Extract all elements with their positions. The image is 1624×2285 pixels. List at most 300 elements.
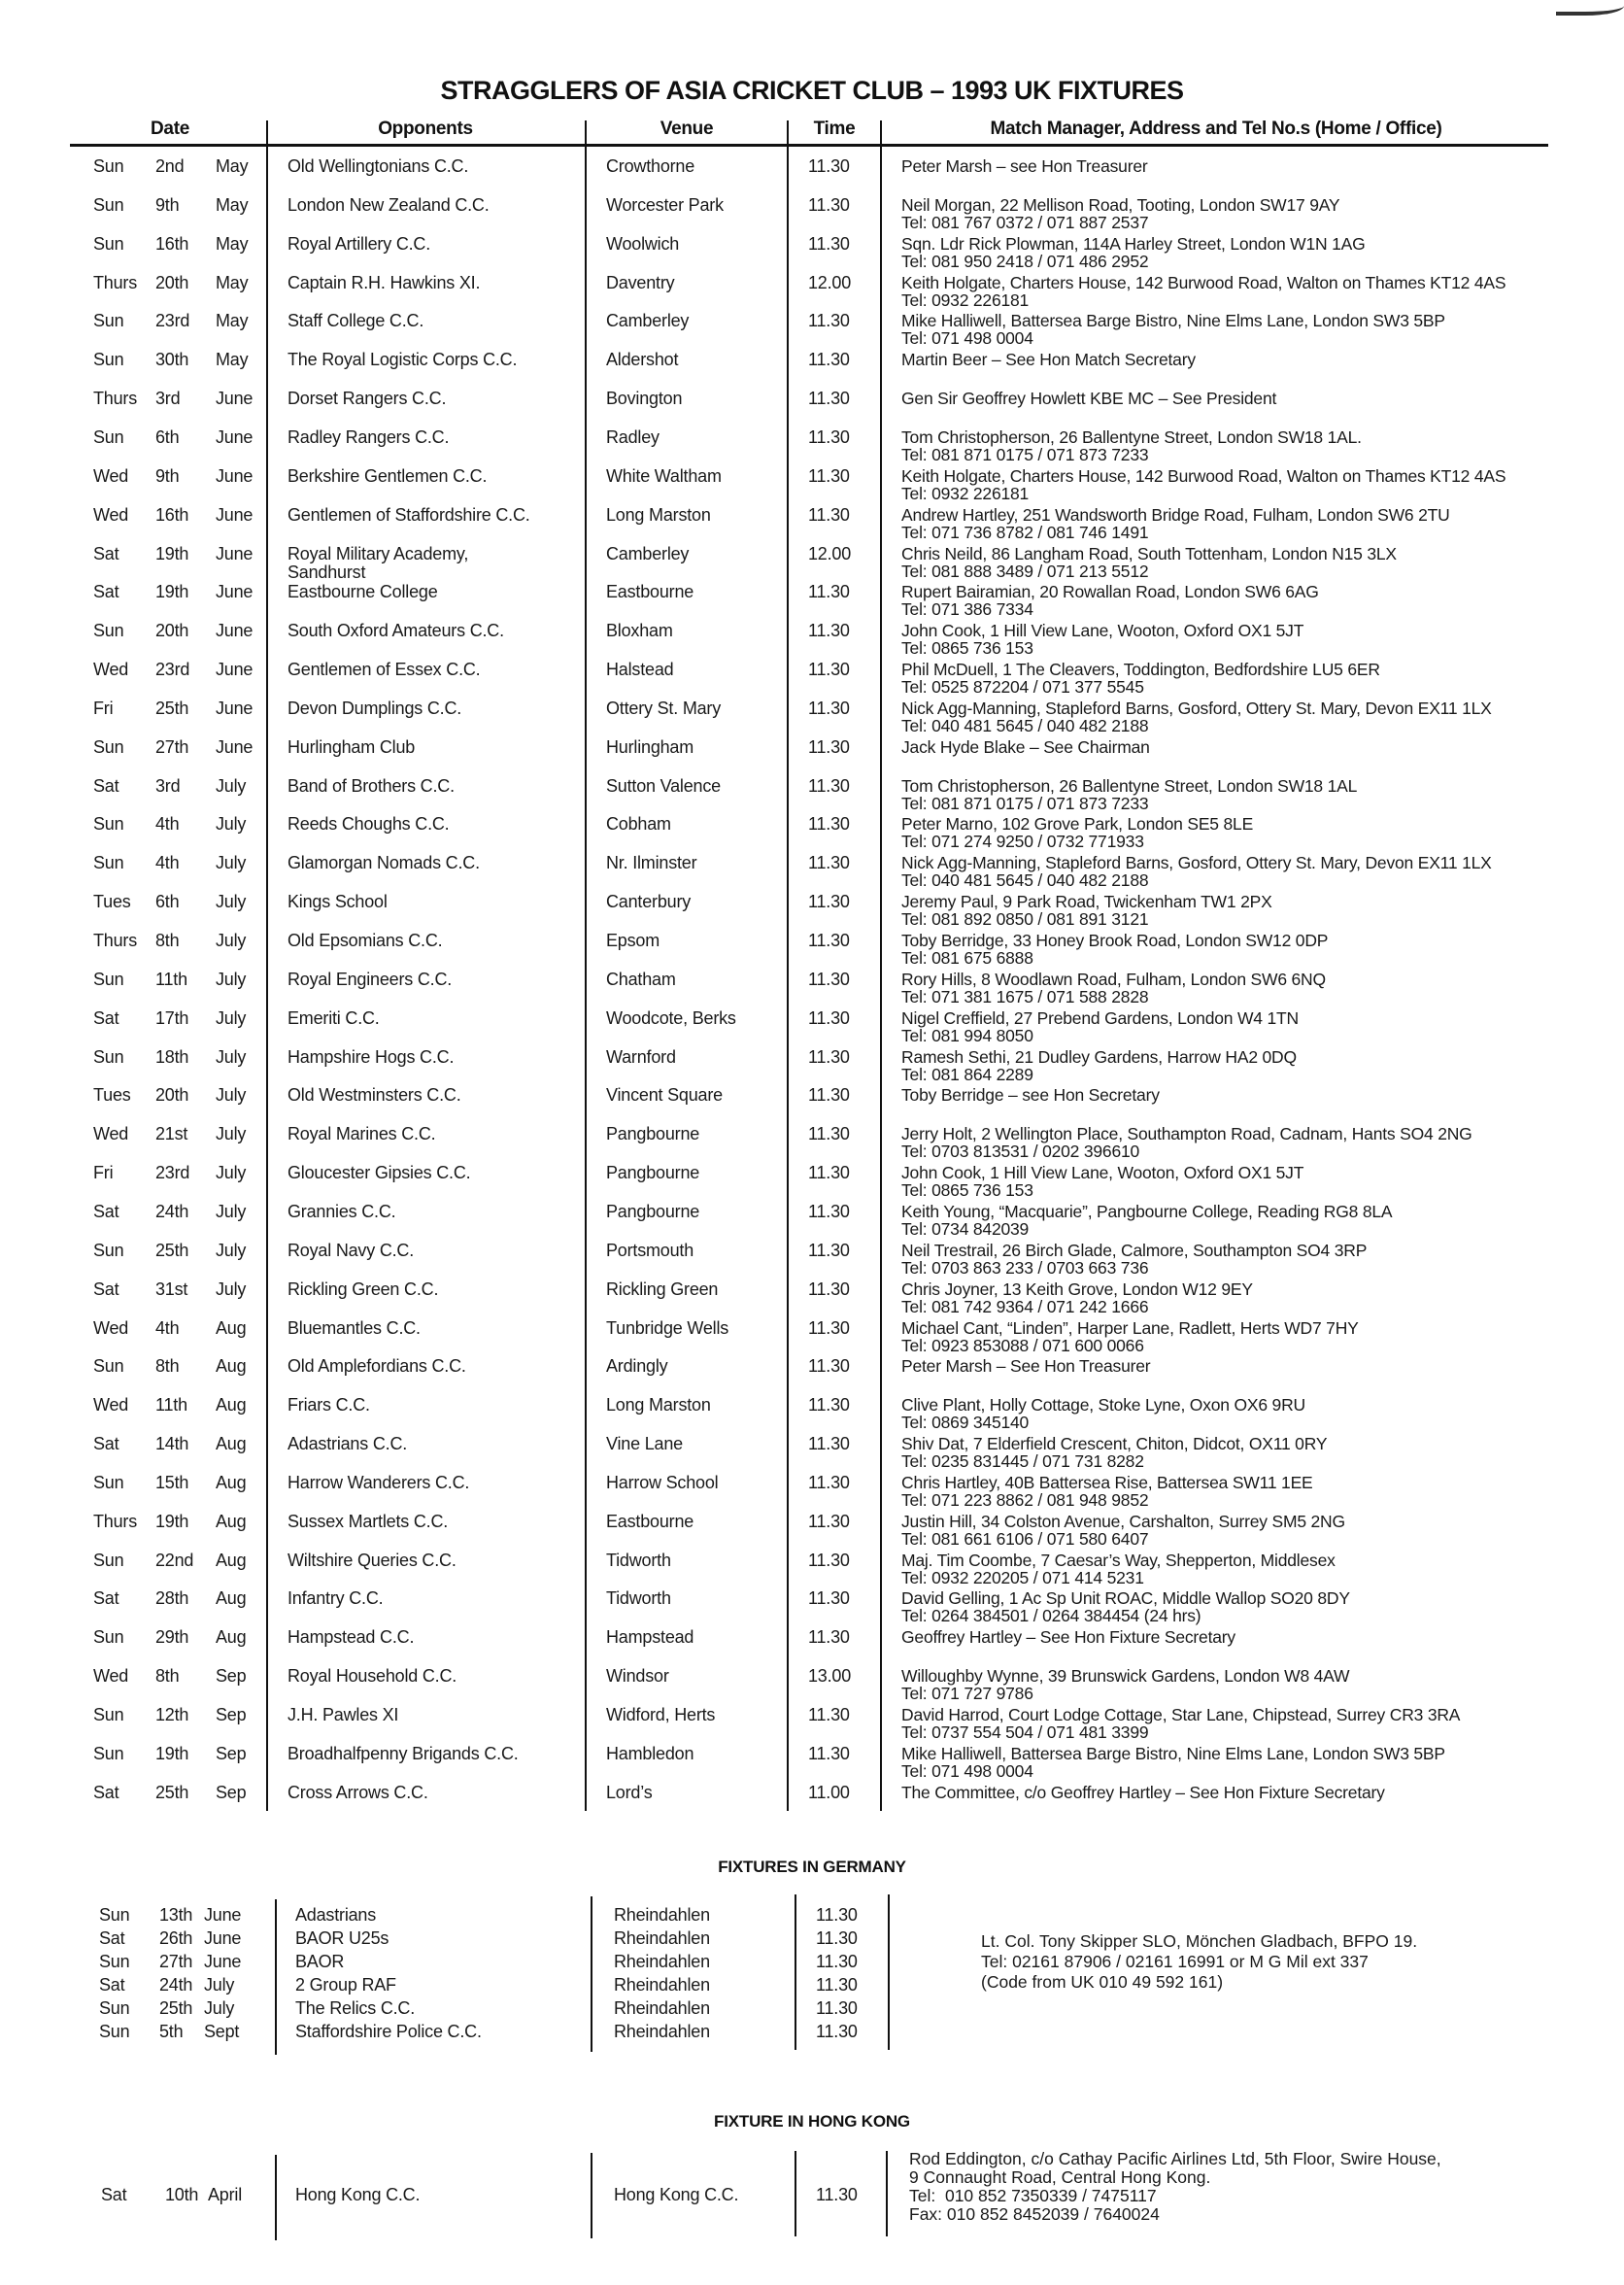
fixture-manager <box>901 1048 1297 1083</box>
fixture-manager <box>901 545 1397 580</box>
fixture-time: 11.30 <box>808 1046 850 1067</box>
fixture-month: May <box>216 350 249 370</box>
fixture-month: July <box>216 853 247 873</box>
fixture-row <box>0 390 1624 428</box>
fixture-date: 13th <box>159 1905 193 1925</box>
fixture-month: Aug <box>216 1434 247 1454</box>
fixture-day: Sat <box>93 1434 119 1454</box>
fixture-manager <box>901 738 1150 756</box>
fixture-venue: Hampstead <box>606 1627 694 1648</box>
manager-line: Peter Marsh – See Hon Treasurer <box>901 1356 1151 1377</box>
manager-line: Tel: 081 871 0175 / 071 873 7233 <box>901 793 1149 813</box>
fixture-venue: Sutton Valence <box>606 775 721 796</box>
fixture-opponents: Radley Rangers C.C. <box>288 426 450 447</box>
fixture-time: 11.30 <box>808 233 850 254</box>
fixture-venue: Tidworth <box>606 1588 671 1609</box>
fixture-day: Sun <box>93 1550 124 1570</box>
fixture-manager <box>901 1319 1359 1354</box>
fixture-date: 21st <box>155 1124 188 1144</box>
fixture-date: 20th <box>155 272 189 292</box>
header-venue: Venue <box>660 119 714 139</box>
fixture-time: 11.30 <box>816 2022 858 2041</box>
fixture-opponents: Royal Marines C.C. <box>288 1124 436 1144</box>
fixture-month: July <box>216 1201 247 1221</box>
fixture-venue: Ardingly <box>606 1356 668 1377</box>
fixture-row <box>0 506 1624 545</box>
fixture-manager <box>901 1164 1303 1199</box>
fixture-row <box>0 1474 1624 1513</box>
fixture-time: 11.30 <box>808 1240 850 1260</box>
germany-fixture-row <box>0 1999 1624 2023</box>
fixture-row <box>0 1667 1624 1706</box>
fixture-date: 24th <box>155 1201 189 1221</box>
fixture-opponents: Sussex Martlets C.C. <box>288 1511 449 1531</box>
fixture-opponents: Friars C.C. <box>288 1395 370 1415</box>
fixture-time: 11.00 <box>808 1782 850 1802</box>
fixture-row <box>0 854 1624 893</box>
fixture-day: Wed <box>93 1317 129 1338</box>
fixture-time: 11.30 <box>808 1511 850 1531</box>
fixture-date: 19th <box>155 1511 189 1531</box>
fixture-row <box>0 467 1624 506</box>
fixture-month: June <box>216 426 254 447</box>
fixture-venue: White Waltham <box>606 465 722 486</box>
fixture-date: 23rd <box>155 1163 190 1183</box>
manager-line: Tel: 0734 842039 <box>901 1218 1030 1239</box>
fixture-month: Aug <box>216 1627 247 1648</box>
fixture-day: Sat <box>93 775 119 796</box>
fixture-opponents: Adastrians C.C. <box>288 1434 408 1454</box>
hong-kong-contact-line: Tel: 010 852 7350339 / 7475117 <box>909 2186 1157 2205</box>
fixture-month: May <box>216 156 249 176</box>
fixture-date: 25th <box>155 1240 189 1260</box>
fixture-date: 4th <box>155 814 180 835</box>
fixture-opponents: Royal Household C.C. <box>288 1666 457 1687</box>
fixture-month: Aug <box>216 1550 247 1570</box>
fixture-manager <box>901 932 1328 967</box>
fixture-opponents: Cross Arrows C.C. <box>288 1782 428 1802</box>
fixture-month: Aug <box>216 1317 247 1338</box>
fixture-manager <box>901 622 1303 657</box>
fixture-manager <box>901 467 1506 502</box>
manager-line: Keith Holgate, Charters House, 142 Burwood Road, Walton on Thames KT12 4AS <box>901 272 1506 292</box>
manager-line: Tel: 071 274 9250 / 0732 771933 <box>901 832 1144 852</box>
fixture-date: 25th <box>159 1998 193 2018</box>
fixture-row <box>0 1242 1624 1280</box>
manager-line: Jack Hyde Blake – See Chairman <box>901 736 1150 757</box>
manager-line: Neil Morgan, 22 Mellison Road, Tooting, London SW17 9AY <box>901 194 1340 215</box>
fixture-month: Sep <box>216 1666 247 1687</box>
fixture-day: Sat <box>93 543 119 563</box>
fixture-day: Sun <box>93 1046 124 1067</box>
fixture-month: July <box>216 892 247 912</box>
hong-kong-contact <box>909 2150 1441 2224</box>
fixture-venue: Vincent Square <box>606 1085 723 1106</box>
fixture-day: Thurs <box>93 931 138 950</box>
fixture-manager <box>901 351 1196 368</box>
fixture-time: 11.30 <box>808 1705 850 1724</box>
manager-line: Geoffrey Hartley – See Hon Fixture Secretary <box>901 1627 1235 1648</box>
fixture-date: 12th <box>155 1705 189 1724</box>
fixture-row <box>0 699 1624 738</box>
fixture-date: 17th <box>155 1007 189 1028</box>
manager-line: Maj. Tim Coombe, 7 Caesar’s Way, Shepperton, Middlesex <box>901 1550 1336 1570</box>
fixture-row <box>0 971 1624 1009</box>
fixture-day: Sun <box>93 426 124 447</box>
fixture-month: Aug <box>216 1356 247 1377</box>
fixture-month: June <box>216 582 254 602</box>
fixture-date: 30th <box>155 350 189 370</box>
fixture-venue: Bloxham <box>606 621 673 641</box>
fixture-venue: Windsor <box>606 1666 669 1687</box>
manager-line: Peter Marsh – see Hon Treasurer <box>901 156 1148 176</box>
fixture-venue: Harrow School <box>606 1472 719 1492</box>
fixture-manager <box>901 893 1272 928</box>
fixture-month: June <box>216 736 254 757</box>
fixture-month: June <box>216 465 254 486</box>
fixture-venue: Canterbury <box>606 892 692 912</box>
fixture-manager <box>901 1396 1305 1431</box>
fixture-row <box>0 1396 1624 1435</box>
fixture-row <box>0 1435 1624 1474</box>
fixture-time: 11.30 <box>808 504 850 525</box>
fixture-month: April <box>208 2185 243 2204</box>
fixture-opponents: Eastbourne College <box>288 582 438 602</box>
germany-fixture-row <box>0 1906 1624 1929</box>
fixture-opponents: Gloucester Gipsies C.C. <box>288 1163 471 1183</box>
fixture-month: July <box>216 1046 247 1067</box>
manager-line: Tel: 081 950 2418 / 071 486 2952 <box>901 251 1149 271</box>
manager-line: Tel: 040 481 5645 / 040 482 2188 <box>901 870 1149 891</box>
manager-line: Justin Hill, 34 Colston Avenue, Carshalton, Surrey SM5 2NG <box>901 1511 1345 1531</box>
page-title: STRAGGLERS OF ASIA CRICKET CLUB – 1993 UK FIXTURES <box>440 76 1184 105</box>
fixture-manager <box>901 1628 1235 1646</box>
fixture-date: 6th <box>155 892 180 912</box>
fixture-manager <box>901 1203 1392 1238</box>
fixture-manager <box>901 312 1445 347</box>
manager-line: Tel: 0703 863 233 / 0703 663 736 <box>901 1257 1149 1278</box>
fixture-time: 12.00 <box>808 272 852 292</box>
fixture-day: Wed <box>93 1395 129 1415</box>
manager-line: Tel: 071 498 0004 <box>901 328 1033 349</box>
fixture-row <box>0 1009 1624 1048</box>
fixture-date: 20th <box>155 621 189 641</box>
fixture-day: Wed <box>93 660 129 680</box>
fixture-month: June <box>216 389 254 409</box>
manager-line: Phil McDuell, 1 The Cleavers, Toddington, Bedfordshire LU5 6ER <box>901 660 1380 680</box>
manager-line: Tel: 0737 554 504 / 071 481 3399 <box>901 1722 1149 1742</box>
header-opponents: Opponents <box>378 119 473 139</box>
fixture-day: Sun <box>93 1743 124 1763</box>
fixture-row <box>0 1357 1624 1396</box>
fixture-date: 31st <box>155 1279 188 1299</box>
fixture-day: Wed <box>93 465 129 486</box>
fixture-row <box>0 1706 1624 1745</box>
fixture-month: July <box>204 1998 235 2018</box>
fixture-month: Sep <box>216 1782 247 1802</box>
fixture-row <box>0 545 1624 584</box>
fixture-month: June <box>216 543 254 563</box>
hong-kong-contact-line: 9 Connaught Road, Central Hong Kong. <box>909 2167 1211 2187</box>
manager-line: Tel: 071 727 9786 <box>901 1684 1033 1704</box>
fixture-opponents: Old Wellingtonians C.C. <box>288 156 469 176</box>
fixture-venue: Radley <box>606 426 660 447</box>
fixture-day: Sat <box>99 1928 125 1948</box>
fixture-time: 11.30 <box>808 156 850 176</box>
manager-line: Tel: 081 675 6888 <box>901 948 1033 968</box>
manager-line: Gen Sir Geoffrey Howlett KBE MC – See President <box>901 389 1277 409</box>
manager-line: Tel: 081 871 0175 / 071 873 7233 <box>901 444 1149 464</box>
fixture-opponents: Infantry C.C. <box>288 1588 384 1609</box>
fixture-manager <box>901 274 1506 309</box>
manager-line: Shiv Dat, 7 Elderfield Crescent, Chiton, Didcot, OX11 0RY <box>901 1434 1328 1454</box>
manager-line: Jerry Holt, 2 Wellington Place, Southampton Road, Cadnam, Hants SO4 2NG <box>901 1124 1472 1144</box>
fixture-venue: Rheindahlen <box>614 1952 710 1971</box>
fixture-time: 11.30 <box>808 194 850 215</box>
fixture-date: 3rd <box>155 389 181 409</box>
manager-line: Chris Hartley, 40B Battersea Rise, Battersea SW11 1EE <box>901 1472 1313 1492</box>
fixture-row <box>0 661 1624 699</box>
manager-line: Tel: 0869 345140 <box>901 1413 1030 1433</box>
manager-line: Toby Berridge – see Hon Secretary <box>901 1085 1160 1106</box>
fixture-month: May <box>216 311 249 331</box>
fixture-day: Thurs <box>93 272 138 292</box>
fixture-time: 11.30 <box>808 775 850 796</box>
fixture-manager <box>901 1009 1299 1044</box>
fixture-time: 13.00 <box>808 1666 852 1687</box>
fixture-row <box>0 777 1624 816</box>
fixture-row <box>0 351 1624 390</box>
fixture-manager <box>901 1474 1313 1509</box>
fixture-date: 2nd <box>155 156 185 176</box>
fixture-day: Wed <box>93 1124 129 1144</box>
fixture-opponents: Gentlemen of Staffordshire C.C. <box>288 504 530 525</box>
fixture-date: 28th <box>155 1588 189 1609</box>
fixture-month: June <box>204 1952 242 1971</box>
fixture-opponents: Gentlemen of Essex C.C. <box>288 660 481 680</box>
fixture-time: 11.30 <box>808 1317 850 1338</box>
fixture-date: 4th <box>155 1317 180 1338</box>
manager-line: Tel: 0923 853088 / 071 600 0066 <box>901 1335 1144 1355</box>
fixture-opponents: Rickling Green C.C. <box>288 1279 439 1299</box>
fixture-date: 3rd <box>155 775 181 796</box>
fixture-date: 19th <box>155 1743 189 1763</box>
fixture-venue: Nr. Ilminster <box>606 853 697 873</box>
fixture-manager <box>901 699 1492 734</box>
header-rule <box>70 144 1548 147</box>
fixture-day: Sat <box>93 1007 119 1028</box>
fixture-day: Sat <box>99 1975 125 1995</box>
fixture-manager <box>901 1513 1345 1548</box>
germany-contact-line: Tel: 02161 87906 / 02161 16991 or M G Mil ext 337 <box>981 1952 1369 1971</box>
fixture-venue: Rheindahlen <box>614 2022 710 2041</box>
fixture-date: 29th <box>155 1627 189 1648</box>
fixture-time: 11.30 <box>808 1007 850 1028</box>
fixture-opponents: Grannies C.C. <box>288 1201 396 1221</box>
fixture-day: Sun <box>93 621 124 641</box>
fixture-time: 11.30 <box>808 660 850 680</box>
fixture-time: 11.30 <box>808 389 850 409</box>
header-time: Time <box>813 119 856 139</box>
fixture-date: 9th <box>155 465 180 486</box>
manager-line: Tel: 081 767 0372 / 071 887 2537 <box>901 212 1149 232</box>
fixture-date: 15th <box>155 1472 189 1492</box>
fixture-manager <box>901 1280 1253 1315</box>
fixture-month: July <box>216 1124 247 1144</box>
fixture-venue: Eastbourne <box>606 582 694 602</box>
manager-line: Tel: 081 742 9364 / 071 242 1666 <box>901 1296 1149 1316</box>
fixture-row <box>0 1048 1624 1087</box>
fixture-month: May <box>216 272 249 292</box>
fixture-time: 11.30 <box>808 621 850 641</box>
fixture-venue: Eastbourne <box>606 1511 694 1531</box>
fixture-row <box>0 932 1624 971</box>
fixture-row <box>0 196 1624 235</box>
manager-line: Sqn. Ldr Rick Plowman, 114A Harley Street, London W1N 1AG <box>901 233 1366 254</box>
fixture-day: Sun <box>93 194 124 215</box>
manager-line: Tel: 081 661 6106 / 071 580 6407 <box>901 1528 1149 1549</box>
manager-line: John Cook, 1 Hill View Lane, Wooton, Oxford OX1 5JT <box>901 1163 1304 1183</box>
fixture-opponents: Bluemantles C.C. <box>288 1317 421 1338</box>
fixture-date: 16th <box>155 504 189 525</box>
fixture-month: June <box>216 660 254 680</box>
fixture-time: 11.30 <box>808 698 850 718</box>
fixture-date: 18th <box>155 1046 189 1067</box>
fixture-date: 25th <box>155 1782 189 1802</box>
fixture-venue: Pangbourne <box>606 1163 700 1183</box>
fixture-opponents: London New Zealand C.C. <box>288 194 490 215</box>
manager-line: David Gelling, 1 Ac Sp Unit ROAC, Middle Wallop SO20 8DY <box>901 1588 1350 1609</box>
fixture-day: Sat <box>93 1588 119 1609</box>
fixture-row <box>0 1086 1624 1125</box>
fixture-month: Aug <box>216 1511 247 1531</box>
fixture-row <box>0 428 1624 467</box>
header-date: Date <box>151 119 189 139</box>
fixture-time: 11.30 <box>816 1975 858 1995</box>
fixture-opponents: Staff College C.C. <box>288 311 424 331</box>
fixture-month: July <box>216 969 247 989</box>
fixture-opponents: Staffordshire Police C.C. <box>295 2022 482 2041</box>
fixture-time: 11.30 <box>808 1395 850 1415</box>
fixture-manager <box>901 1435 1327 1470</box>
fixture-venue: Aldershot <box>606 350 679 370</box>
fixture-month: June <box>216 698 254 718</box>
germany-section-title: FIXTURES IN GERMANY <box>718 1858 906 1876</box>
fixture-opponents: Royal Engineers C.C. <box>288 969 453 989</box>
fixture-day: Sun <box>93 1472 124 1492</box>
fixture-opponents-continued: Sandhurst <box>288 562 366 582</box>
fixture-row <box>0 1589 1624 1628</box>
fixture-month: July <box>204 1975 235 1995</box>
fixture-row <box>0 1319 1624 1358</box>
germany-contact <box>981 1931 1417 1993</box>
fixture-time: 11.30 <box>808 1124 850 1144</box>
fixture-opponents: Hong Kong C.C. <box>295 2185 421 2204</box>
fixture-month: May <box>216 194 249 215</box>
fixture-row <box>0 1164 1624 1203</box>
fixture-venue: Rickling Green <box>606 1279 719 1299</box>
fixture-manager <box>901 1589 1350 1624</box>
manager-line: Neil Trestrail, 26 Birch Glade, Calmore, Southampton SO4 3RP <box>901 1240 1368 1260</box>
fixture-venue: Bovington <box>606 389 683 409</box>
fixture-day: Sat <box>93 1201 119 1221</box>
fixture-venue: Crowthorne <box>606 156 695 176</box>
fixture-day: Wed <box>93 1666 129 1687</box>
fixture-venue: Long Marston <box>606 1395 711 1415</box>
fixture-row <box>0 312 1624 351</box>
fixture-opponents: Adastrians <box>295 1905 377 1925</box>
fixture-day: Sun <box>99 1905 130 1925</box>
fixture-month: June <box>204 1905 242 1925</box>
fixture-opponents: South Oxford Amateurs C.C. <box>288 621 504 641</box>
manager-line: Tom Christopherson, 26 Ballentyne Street, London SW18 1AL. <box>901 426 1362 447</box>
fixture-manager <box>901 1086 1160 1104</box>
fixture-day: Sun <box>93 736 124 757</box>
manager-line: Tel: 0865 736 153 <box>901 1180 1033 1201</box>
fixture-opponents: Reeds Choughs C.C. <box>288 814 450 835</box>
fixture-date: 11th <box>155 969 187 989</box>
fixture-month: July <box>216 1007 247 1028</box>
fixture-time: 11.30 <box>808 931 850 950</box>
fixture-date: 6th <box>155 426 180 447</box>
fixture-time: 11.30 <box>808 465 850 486</box>
manager-line: Jeremy Paul, 9 Park Road, Twickenham TW1 2PX <box>901 892 1272 912</box>
fixture-time: 11.30 <box>808 350 850 370</box>
fixture-venue: Rheindahlen <box>614 1998 710 2018</box>
fixture-time: 11.30 <box>808 853 850 873</box>
fixture-venue: Lord’s <box>606 1782 653 1802</box>
fixture-manager <box>901 428 1362 463</box>
fixture-opponents: Royal Artillery C.C. <box>288 233 431 254</box>
fixture-manager <box>901 1784 1385 1801</box>
fixture-day: Sat <box>93 1782 119 1802</box>
fixture-opponents: 2 Group RAF <box>295 1975 396 1995</box>
fixture-day: Sun <box>93 156 124 176</box>
fixture-venue: Pangbourne <box>606 1124 700 1144</box>
fixture-opponents: Old Westminsters C.C. <box>288 1085 461 1106</box>
manager-line: Nigel Creffield, 27 Prebend Gardens, London W4 1TN <box>901 1007 1299 1028</box>
germany-contact-line: Lt. Col. Tony Skipper SLO, Mönchen Gladbach, BFPO 19. <box>981 1931 1418 1951</box>
fixture-manager <box>901 1552 1336 1586</box>
fixture-row <box>0 1125 1624 1164</box>
fixture-venue: Halstead <box>606 660 674 680</box>
manager-line: Tel: 071 498 0004 <box>901 1760 1033 1781</box>
fixture-manager <box>901 1745 1445 1780</box>
fixture-month: July <box>216 1240 247 1260</box>
manager-line: Keith Young, “Macquarie”, Pangbourne College, Reading RG8 8LA <box>901 1201 1393 1221</box>
manager-line: Nick Agg-Manning, Stapleford Barns, Gosford, Ottery St. Mary, Devon EX11 1LX <box>901 853 1492 873</box>
fixture-date: 26th <box>159 1928 193 1948</box>
fixture-day: Sun <box>99 1998 130 2018</box>
fixture-row <box>0 1203 1624 1242</box>
fixture-month: June <box>216 621 254 641</box>
manager-line: Tel: 0703 813531 / 0202 396610 <box>901 1142 1140 1162</box>
fixture-date: 19th <box>155 543 189 563</box>
manager-line: Peter Marno, 102 Grove Park, London SE5 8LE <box>901 814 1254 835</box>
fixture-opponents: J.H. Pawles XI <box>288 1705 399 1724</box>
fixture-venue: Tidworth <box>606 1550 671 1570</box>
fixture-venue: Cobham <box>606 814 671 835</box>
fixture-month: May <box>216 233 249 254</box>
fixture-date: 24th <box>159 1975 193 1995</box>
fixture-row <box>0 235 1624 274</box>
fixture-time: 11.30 <box>808 1588 850 1609</box>
fixture-manager <box>901 235 1366 270</box>
fixture-month: June <box>216 504 254 525</box>
fixture-opponents: Old Epsomians C.C. <box>288 931 443 950</box>
fixture-date: 27th <box>155 736 189 757</box>
fixture-row <box>0 815 1624 854</box>
